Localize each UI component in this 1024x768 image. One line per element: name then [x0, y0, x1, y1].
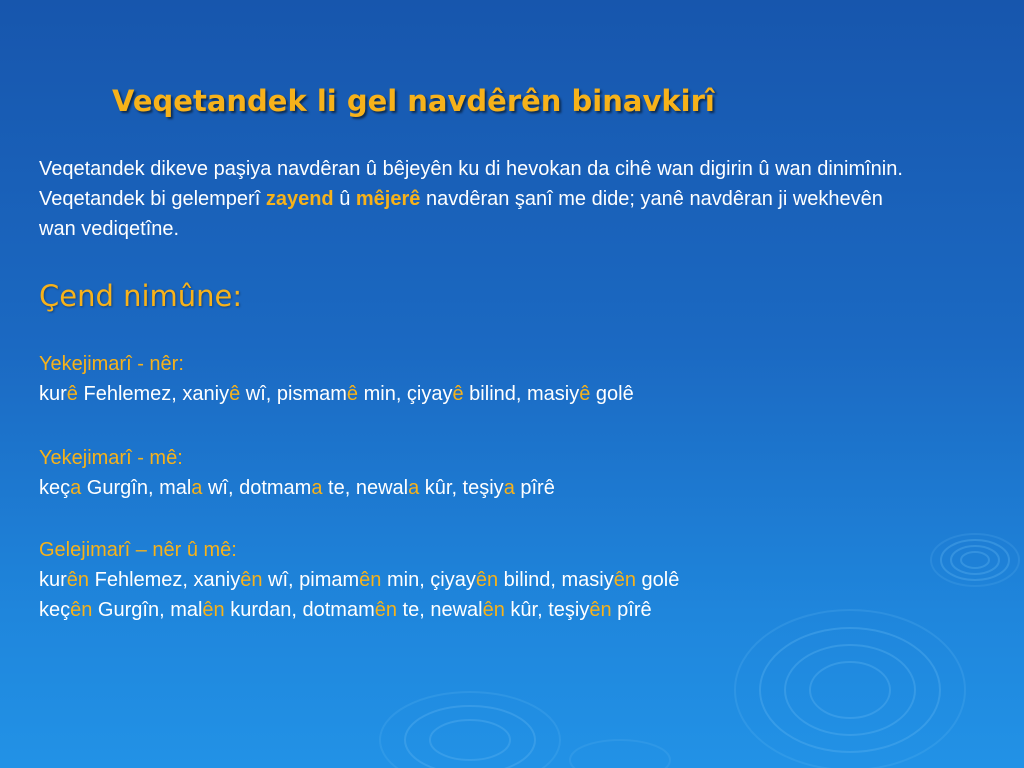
- ending-highlight: ên: [475, 569, 499, 591]
- ending-highlight: a: [311, 477, 323, 499]
- example-line: [39, 595, 679, 625]
- example-text: keç: [39, 599, 71, 621]
- ending-highlight: ên: [240, 569, 263, 591]
- ending-highlight: ê: [229, 383, 241, 405]
- ending-highlight: a: [70, 477, 82, 499]
- example-text: kur: [39, 569, 67, 591]
- keyword-mejere: mêjerê: [355, 188, 421, 210]
- example-text: kûr, teşiy: [419, 477, 504, 499]
- example-text: Gurgîn, mal: [81, 477, 192, 499]
- intro-paragraph: [39, 154, 909, 244]
- example-text: te, newal: [322, 477, 409, 499]
- slide-title: Veqetandek li gel navdêrên binavkirî: [112, 84, 715, 118]
- example-text: kûr, teşiy: [504, 599, 590, 621]
- ending-highlight: ê: [66, 383, 78, 405]
- example-text: Gurgîn, mal: [92, 599, 203, 621]
- example-text: wî, pimam: [262, 569, 360, 591]
- example-feminine-singular: [39, 443, 555, 503]
- ending-highlight: a: [408, 477, 420, 499]
- ending-highlight: ên: [482, 599, 505, 621]
- examples-heading: Çend nimûne:: [39, 279, 243, 313]
- example-text: pîrê: [611, 599, 652, 621]
- example-line: [39, 473, 555, 503]
- example-text: golê: [635, 569, 680, 591]
- ending-highlight: ên: [589, 599, 612, 621]
- example-text: bilind, masiy: [463, 383, 580, 405]
- example-text: bilind, masiy: [498, 569, 614, 591]
- example-text: golê: [590, 383, 634, 405]
- keyword-zayend: zayend: [265, 188, 334, 210]
- example-text: te, newal: [397, 599, 483, 621]
- example-text: keç: [39, 477, 71, 499]
- intro-text-2: û: [333, 188, 356, 210]
- example-label: Yekejimarî - mê:: [39, 447, 183, 469]
- example-line: [39, 565, 679, 595]
- ending-highlight: ên: [70, 599, 93, 621]
- intro-text-3: navdêran şanî me dide; yanê navdêran ji wekhevên wan vediqetîne.: [39, 188, 883, 240]
- example-text: min, çiyay: [358, 383, 453, 405]
- intro-text-1: Veqetandek dikeve paşiya navdêran û bêjeyên ku di hevokan da cihê wan digirin û wan dinimînin. Veqetandek bi gelemperî: [39, 158, 903, 210]
- example-text: min, çiyay: [381, 569, 476, 591]
- example-text: wî, dotmam: [202, 477, 312, 499]
- example-masculine-singular: [39, 349, 634, 409]
- example-label: Gelejimarî – nêr û mê:: [39, 539, 237, 561]
- ending-highlight: a: [191, 477, 203, 499]
- example-text: wî, pismam: [240, 383, 347, 405]
- ending-highlight: ê: [346, 383, 359, 405]
- example-text: kur: [39, 383, 67, 405]
- ending-highlight: ên: [359, 569, 382, 591]
- ending-highlight: ên: [613, 569, 636, 591]
- ending-highlight: ên: [202, 599, 225, 621]
- example-text: kurdan, dotmam: [224, 599, 375, 621]
- example-text: Fehlemez, xaniy: [77, 383, 230, 405]
- ending-highlight: ên: [374, 599, 397, 621]
- example-text: pîrê: [514, 477, 555, 499]
- example-text: Fehlemez, xaniy: [89, 569, 241, 591]
- example-line: [39, 379, 634, 409]
- ending-highlight: ê: [579, 383, 591, 405]
- ending-highlight: ên: [66, 569, 90, 591]
- ending-highlight: a: [503, 477, 515, 499]
- example-label: Yekejimarî - nêr:: [39, 353, 184, 375]
- ending-highlight: ê: [452, 383, 464, 405]
- example-plural: [39, 535, 679, 625]
